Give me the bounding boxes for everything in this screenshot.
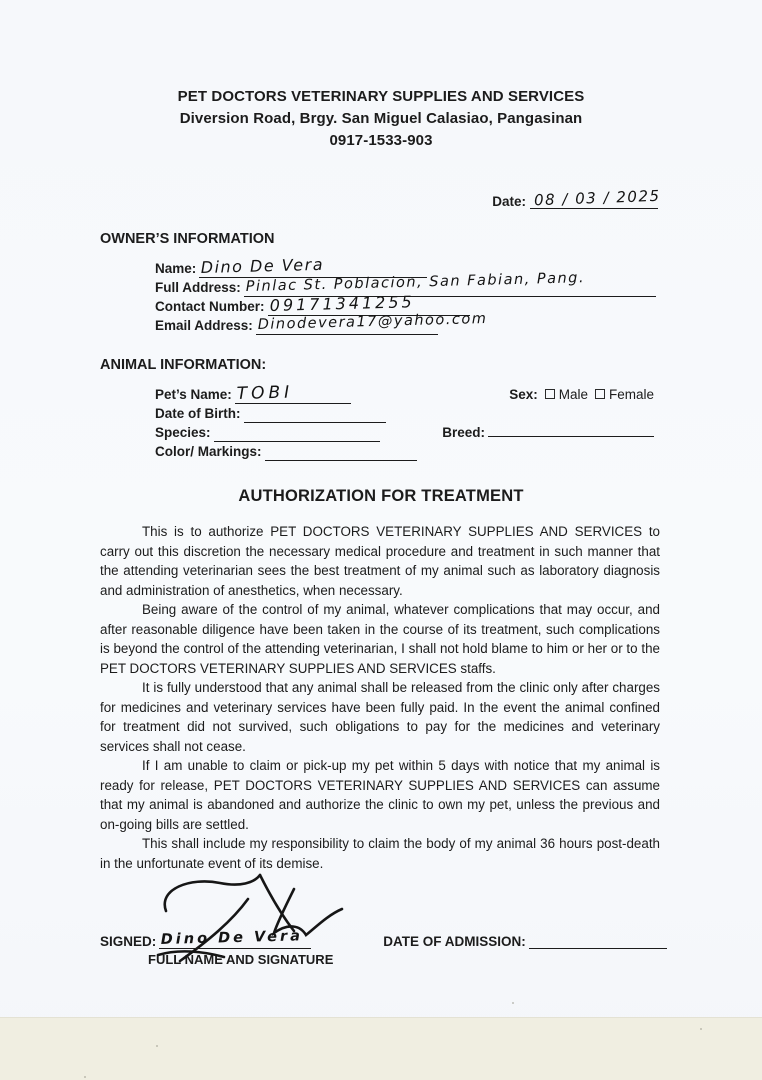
signature-block xyxy=(100,928,658,949)
owner-contact-handwritten: 09171341255 xyxy=(269,292,415,315)
species-underline xyxy=(214,424,380,442)
authorization-paragraph: It is fully understood that any animal shall be released from the clinic only after charges for medicines and veterinary services have been fully paid. In the event the animal confined for treatment did not survived, such obligations to pay for the medicines and veterinary services shall not cease. xyxy=(100,680,660,754)
breed-underline xyxy=(488,419,654,437)
pet-name-row xyxy=(155,382,762,404)
authorization-title: AUTHORIZATION FOR TREATMENT xyxy=(238,487,524,505)
scan-speck xyxy=(700,1028,702,1030)
date-label: Date: xyxy=(492,194,526,209)
authorization-paragraph: Being aware of the control of my animal, whatever complications that may occur, and after reasonable diligence have been taken in the course of its treatment, such complications is beyond the control of the attending veterinarian, I shall not hold blame to him or her or to the PET DOCTORS VETERINARY SUPPLIES AND SERVICES staffs. xyxy=(100,602,660,676)
authorization-paragraph: If I am unable to claim or pick-up my pet within 5 days with notice that my animal is ready for release, PET DOCTORS VETERINARY SUPPLIES AND SERVICES can assume that my animal is abandoned and authorize the clinic to own my pet, unless the previous and on-going bills are settled. xyxy=(100,758,660,832)
dob-label: Date of Birth: xyxy=(155,406,241,421)
pet-name-underline xyxy=(235,382,351,404)
owner-address-field xyxy=(155,270,762,297)
owner-email-field xyxy=(155,310,762,335)
dob-underline xyxy=(244,405,386,423)
color-markings-underline xyxy=(265,443,417,461)
sex-label: Sex: xyxy=(509,387,538,402)
breed-label: Breed: xyxy=(442,425,485,440)
male-checkbox xyxy=(545,389,555,399)
date-of-admission-field xyxy=(383,931,667,949)
authorization-paragraph: This is to authorize PET DOCTORS VETERINARY SUPPLIES AND SERVICES to carry out this discretion the necessary medical procedure and treatment in such manner that the attending veterinarian sees the best treatment of my animal such as laboratory diagnosis and administration of anesthetics, when necessary. xyxy=(100,524,660,598)
signed-underline xyxy=(159,928,311,949)
male-option-label: Male xyxy=(558,387,588,402)
signature-name-handwritten: Dino De Vera xyxy=(160,928,304,948)
breed-field xyxy=(442,419,654,442)
owner-address-handwritten: Pinlac St. Poblacion, San Fabian, Pang. xyxy=(245,270,585,296)
clinic-phone: 0917-1533-903 xyxy=(329,132,433,149)
clinic-header xyxy=(0,86,762,152)
full-name-signature-caption: FULL NAME AND SIGNATURE xyxy=(148,952,334,967)
date-value-handwritten: 08 / 03 / 2025 xyxy=(533,186,661,210)
owner-fields xyxy=(155,254,762,335)
animal-info-heading: ANIMAL INFORMATION: xyxy=(100,357,267,373)
owner-name-label: Name: xyxy=(155,261,197,276)
owner-email-underline xyxy=(256,310,488,335)
date-of-admission-underline xyxy=(529,931,667,949)
date-row xyxy=(0,188,762,209)
owner-email-label: Email Address: xyxy=(155,318,253,333)
owner-address-label: Full Address: xyxy=(155,280,241,295)
animal-fields xyxy=(155,382,762,461)
date-underline xyxy=(530,186,661,210)
color-markings-row xyxy=(155,442,762,461)
species-label: Species: xyxy=(155,425,211,440)
owner-info-heading: OWNER’S INFORMATION xyxy=(100,231,275,247)
scan-speck xyxy=(512,1002,514,1004)
owner-contact-label: Contact Number: xyxy=(155,299,265,314)
date-of-admission-label: DATE OF ADMISSION: xyxy=(383,934,526,949)
clinic-name: PET DOCTORS VETERINARY SUPPLIES AND SERVICES xyxy=(177,88,585,105)
scan-speck xyxy=(156,1045,158,1047)
color-markings-label: Color/ Markings: xyxy=(155,444,262,459)
scan-speck xyxy=(84,1076,86,1078)
female-checkbox xyxy=(595,389,605,399)
female-option-label: Female xyxy=(608,387,654,402)
authorization-body xyxy=(100,522,660,873)
signed-label: SIGNED: xyxy=(100,934,157,949)
pet-name-handwritten: TOBI xyxy=(236,382,294,404)
owner-name-handwritten: Dino De Vera xyxy=(200,254,325,277)
pet-name-label: Pet’s Name: xyxy=(155,387,232,402)
species-breed-row xyxy=(155,423,762,442)
scanner-bed-strip xyxy=(0,1017,762,1080)
signed-field xyxy=(100,928,311,949)
sex-field xyxy=(509,386,654,404)
clinic-address: Diversion Road, Brgy. San Miguel Calasiao, Pangasinan xyxy=(179,110,583,127)
owner-email-handwritten: Dinodevera17@yahoo.com xyxy=(257,310,488,334)
authorization-paragraph: This shall include my responsibility to claim the body of my animal 36 hours post-death in the unfortunate event of its demise. xyxy=(100,836,660,871)
